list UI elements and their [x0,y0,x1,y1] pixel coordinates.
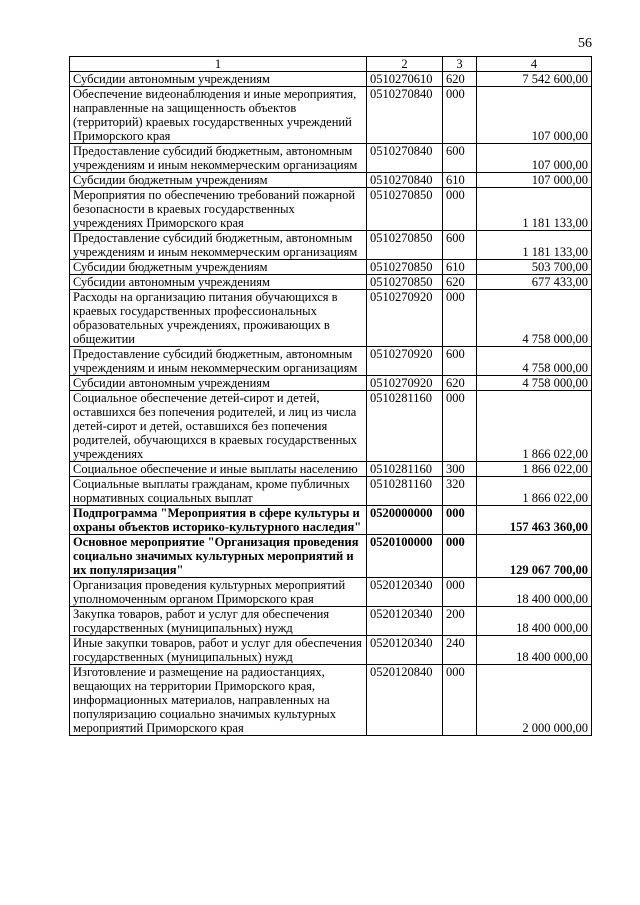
item-amount: 107 000,00 [477,87,592,144]
table-row [70,376,592,391]
table-row [70,665,592,736]
item-amount: 107 000,00 [477,173,592,188]
item-code: 0510270920 [367,347,443,376]
item-amount: 677 433,00 [477,275,592,290]
table-row [70,72,592,87]
expense-type: 000 [443,391,477,462]
table-row [70,506,592,535]
item-code: 0510270920 [367,290,443,347]
expense-type: 600 [443,347,477,376]
item-name: Организация проведения культурных мероприятий уполномоченным органом Приморского края [70,578,367,607]
item-name: Субсидии автономным учреждениям [70,376,367,391]
item-name: Закупка товаров, работ и услуг для обеспечения государственных (муниципальных) нужд [70,607,367,636]
table-row [70,391,592,462]
item-amount: 7 542 600,00 [477,72,592,87]
expense-type: 300 [443,462,477,477]
table-row [70,173,592,188]
table-row [70,535,592,578]
item-amount: 503 700,00 [477,260,592,275]
expense-type: 000 [443,188,477,231]
item-amount: 4 758 000,00 [477,376,592,391]
expense-type: 000 [443,87,477,144]
header-col-3: 3 [443,57,477,72]
expense-type: 240 [443,636,477,665]
item-name: Расходы на организацию питания обучающихся в краевых государственных профессиональных образовательных учреждениях, проживающих в общежитии [70,290,367,347]
expense-type: 200 [443,607,477,636]
budget-table [69,56,592,736]
expense-type: 620 [443,72,477,87]
item-amount: 1 866 022,00 [477,477,592,506]
item-amount: 107 000,00 [477,144,592,173]
item-code: 0520000000 [367,506,443,535]
item-code: 0520120340 [367,607,443,636]
table-row [70,636,592,665]
item-name: Социальные выплаты гражданам, кроме публичных нормативных социальных выплат [70,477,367,506]
page-number: 56 [578,36,592,51]
expense-type: 620 [443,275,477,290]
item-code: 0510270920 [367,376,443,391]
item-name: Подпрограмма "Мероприятия в сфере культуры и охраны объектов историко-культурного наследия" [70,506,367,535]
table-row [70,462,592,477]
expense-type: 620 [443,376,477,391]
header-col-2: 2 [367,57,443,72]
header-col-4: 4 [477,57,592,72]
expense-type: 000 [443,506,477,535]
item-name: Предоставление субсидий бюджетным, автономным учреждениям и иным некоммерческим организациям [70,144,367,173]
expense-type: 000 [443,290,477,347]
budget-table-body [70,57,592,736]
item-name: Социальное обеспечение и иные выплаты населению [70,462,367,477]
expense-type: 610 [443,260,477,275]
item-code: 0510270840 [367,144,443,173]
table-row [70,188,592,231]
expense-type: 610 [443,173,477,188]
item-name: Обеспечение видеонаблюдения и иные мероприятия, направленные на защищенность объектов (территорий) краевых государственных учреждений Приморского края [70,87,367,144]
expense-type: 600 [443,231,477,260]
item-code: 0510281160 [367,462,443,477]
table-row [70,607,592,636]
item-code: 0520100000 [367,535,443,578]
item-name: Субсидии автономным учреждениям [70,72,367,87]
expense-type: 600 [443,144,477,173]
item-amount: 18 400 000,00 [477,636,592,665]
item-code: 0510270850 [367,260,443,275]
item-name: Социальное обеспечение детей-сирот и детей, оставшихся без попечения родителей, и лиц из числа детей-сирот и детей, оставшихся без попечения родителей, обучающихся в краевых государственных учреждениях [70,391,367,462]
item-amount: 4 758 000,00 [477,347,592,376]
item-amount: 1 866 022,00 [477,462,592,477]
table-row [70,275,592,290]
table-row [70,290,592,347]
item-code: 0510281160 [367,477,443,506]
item-code: 0510270840 [367,173,443,188]
table-row [70,347,592,376]
table-header-row [70,57,592,72]
expense-type: 000 [443,535,477,578]
item-code: 0520120340 [367,578,443,607]
expense-type: 000 [443,578,477,607]
table-row [70,144,592,173]
item-name: Субсидии автономным учреждениям [70,275,367,290]
item-amount: 1 181 133,00 [477,188,592,231]
item-name: Предоставление субсидий бюджетным, автономным учреждениям и иным некоммерческим организациям [70,231,367,260]
table-row [70,477,592,506]
item-name: Мероприятия по обеспечению требований пожарной безопасности в краевых государственных учреждениях Приморского края [70,188,367,231]
item-code: 0510270850 [367,231,443,260]
expense-type: 320 [443,477,477,506]
item-amount: 157 463 360,00 [477,506,592,535]
item-code: 0510270610 [367,72,443,87]
item-code: 0520120840 [367,665,443,736]
item-amount: 1 181 133,00 [477,231,592,260]
item-amount: 18 400 000,00 [477,578,592,607]
item-code: 0510270850 [367,275,443,290]
item-name: Основное мероприятие "Организация проведения социально значимых культурных мероприятий и их популяризация" [70,535,367,578]
table-row [70,87,592,144]
item-code: 0520120340 [367,636,443,665]
item-name: Субсидии бюджетным учреждениям [70,173,367,188]
expense-type: 000 [443,665,477,736]
item-amount: 4 758 000,00 [477,290,592,347]
item-amount: 129 067 700,00 [477,535,592,578]
header-col-1: 1 [70,57,367,72]
item-amount: 18 400 000,00 [477,607,592,636]
table-row [70,231,592,260]
item-code: 0510281160 [367,391,443,462]
table-row [70,260,592,275]
item-name: Изготовление и размещение на радиостанциях, вещающих на территории Приморского края, информационных материалов, направленных на популяризацию социально значимых культурных мероприятий Приморского края [70,665,367,736]
item-code: 0510270840 [367,87,443,144]
item-name: Предоставление субсидий бюджетным, автономным учреждениям и иным некоммерческим организациям [70,347,367,376]
item-name: Иные закупки товаров, работ и услуг для обеспечения государственных (муниципальных) нужд [70,636,367,665]
table-row [70,578,592,607]
item-code: 0510270850 [367,188,443,231]
item-amount: 2 000 000,00 [477,665,592,736]
item-name: Субсидии бюджетным учреждениям [70,260,367,275]
item-amount: 1 866 022,00 [477,391,592,462]
